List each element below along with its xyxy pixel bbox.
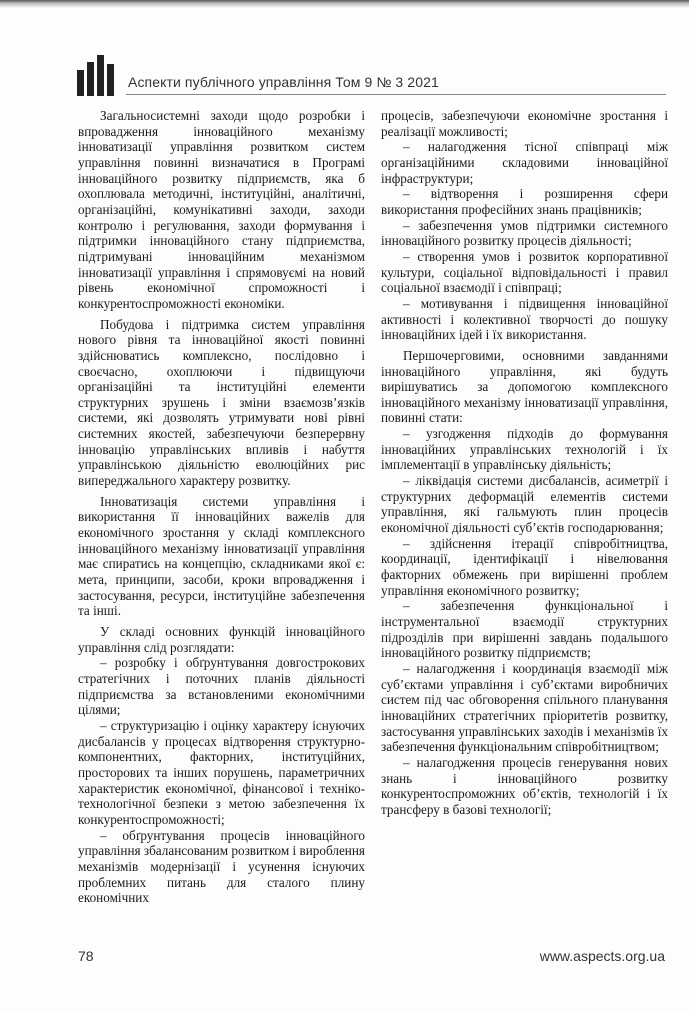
list-item: – мотивування і підвищення інноваційної активності і колективної творчості до пошуку інноваційних ідей і їх використання. <box>381 295 668 343</box>
paragraph: У складі основних функцій інноваційного управління слід розглядати: <box>78 624 365 655</box>
list-item: – здійснення ітерації співробітництва, координації, ідентифікації і нівелювання факторних обмежень при вирішенні проблем управління економічного розвитку; <box>381 535 668 598</box>
list-item: – забезпечення функціональної і інструментальної взаємодії структурних підрозділів при вирішенні завдань подальшого інноваційного розвитку підприємств; <box>381 598 668 661</box>
paragraph: Загальносистемні заходи щодо розробки і впровадження інноваційного механізму інноватизації управління розвитком систем управління повинні визначатися в Програмі інноваційного розвитку підприємств, яка б охоплювала методичні, інституційні, аналітичні, організаційні, комунікативні заходи, заходи контролю і регулювання, заходи формування і підтримки інноваційного стану підприємства, підтримувані інноваційним механізмом інноватизації управління і спрямовуємі на новий рівень економічної спроможності і конкурентоспроможності економіки. <box>78 108 365 311</box>
right-column <box>381 108 668 818</box>
list-item: – структуризацію і оцінку характеру існуючих дисбалансів у процесах відтворення структурно-компонентних, факторних, інституційних, просторових та інших порушень, параметричних характеристик економічної, фінансової і техніко-технологічної безпеки з метою забезпечення їх конкурентоспроможності; <box>78 717 365 827</box>
left-column <box>78 108 365 906</box>
list-item: – обґрунтування процесів інноваційного управління збалансованим розвитком і вироблення механізмів модернізації і усунення існуючих проблемних питань для сталого плину економічних <box>78 827 365 906</box>
list-item: – узгодження підходів до формування інноваційних управлінських технологій і їх імплементації в управлінську діяльність; <box>381 426 668 473</box>
paragraph-continuation: процесів, забезпечуючи економічне зростання і реалізації можливості; <box>381 108 668 139</box>
list-item: – розробку і обґрунтування довгострокових стратегічних і поточних планів діяльності підприємства за встановленими економічними цілями; <box>78 655 365 718</box>
paragraph: Побудова і підтримка систем управління нового рівня та інноваційної якості повинні здійснюватись комплексно, послідовно і своєчасно, охоплюючи і підвищуючи організаційні та інституційні елементи структурних зрушень і зміни взаємозв’язків системи, які дозволять утримувати нові рівні системних якостей, забезпечуючи безперервну інновацію управлінських впливів і набуття управлінською діяльністю еволюційних рис випереджального характеру розвитку. <box>78 316 365 489</box>
paragraph: Інноватизація системи управління і використання її інноваційних важелів для економічного зростання у складі комплексного інноваційного механізму інноватизації управління має спиратись на концепцію, складниками якої є: мета, принципи, засоби, кроки впровадження і застосування, ресурси, інституційне забезпечення та інші. <box>78 493 365 619</box>
list-item: – налагодження і координація взаємодії між суб’єктами управління і суб’єктами виробничих систем під час обговорення спільного планування інноваційних стратегічних пріоритетів розвитку, застосування управлінських заходів і механізмів їх забезпечення функціональним співробітництвом; <box>381 660 668 755</box>
journal-title: Аспекти публічного управління Том 9 № 3 2021 <box>128 74 439 90</box>
list-item: – забезпечення умов підтримки системного інноваційного розвитку процесів діяльності; <box>381 217 668 249</box>
running-header <box>76 52 666 100</box>
paragraph: Першочерговими, основними завданнями інноваційного управління, які будуть вирішуватись за допомогою комплексного інноваційного механізму інноватизації управління, повинні стати: <box>381 347 668 426</box>
page-number: 78 <box>78 948 94 964</box>
list-item: – ліквідація системи дисбалансів, асиметрії і структурних деформацій елементів системи управління, які гальмують плин процесів економічної діяльності суб’єктів господарювання; <box>381 473 668 536</box>
website-url: www.aspects.org.ua <box>539 948 665 964</box>
building-bars-icon <box>76 52 118 96</box>
header-divider <box>126 94 666 95</box>
list-item: – створення умов і розвиток корпоративної культури, соціальної відповідальності і правил соціальної взаємодії і співпраці; <box>381 248 668 296</box>
page-top-edge <box>0 0 689 8</box>
list-item: – налагодження процесів генерування нових знань і інноваційного розвитку конкурентоспроможних об’єктів, технологій і їх трансферу в базові технології; <box>381 754 668 817</box>
list-item: – відтворення і розширення сфери використання професійних знань працівників; <box>381 186 668 217</box>
list-item: – налагодження тісної співпраці між організаційними складовими інноваційної інфраструктури; <box>381 139 668 186</box>
